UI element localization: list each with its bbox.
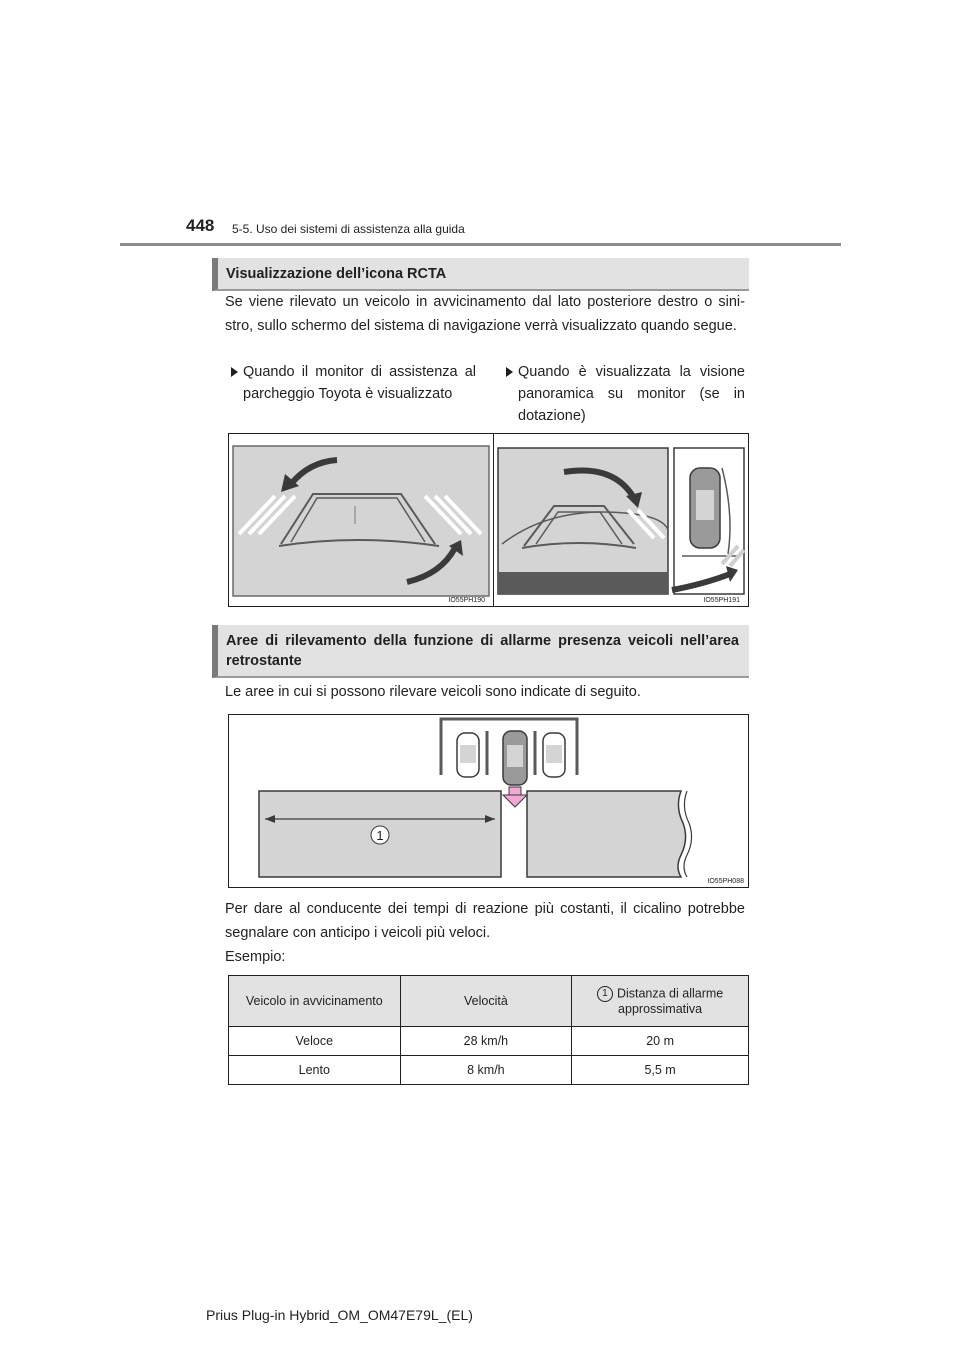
- table-cell: 20 m: [572, 1027, 749, 1056]
- table-row: [229, 1056, 749, 1085]
- rcta-heading: Visualizzazione dell’icona RCTA: [212, 258, 749, 291]
- bullet-left-text: Quando il monitor di assistenza al parcheggio Toyota è visualizzato: [243, 364, 476, 402]
- rcta-intro: Se viene rilevato un veicolo in avvicinamento dal lato posteriore destro o sini-stro, sullo schermo del sistema di navigazione verrà visualizzato quando segue.: [225, 294, 745, 334]
- figure-parking-assist: [228, 433, 494, 607]
- bullet-triangle-icon: [231, 367, 238, 377]
- header-rule: [120, 243, 841, 246]
- bullet-right-text: Quando è visualizzata la visione panoramica su monitor (se in dotazione): [518, 364, 745, 424]
- table-header-cell: [572, 976, 749, 1027]
- table-header-label: Distanza di allarme approssimativa: [616, 986, 724, 1016]
- table-cell: 28 km/h: [400, 1027, 572, 1056]
- panoramic-view-screen-illustration: [494, 434, 748, 606]
- parking-assist-screen-illustration: [229, 434, 493, 606]
- detection-note: Per dare al conducente dei tempi di reazione più costanti, il cicalino potrebbe segnalare con anticipo i veicoli più veloci.: [225, 901, 745, 941]
- figure-panoramic-view: [493, 433, 749, 607]
- table-header-cell: Veicolo in avvicinamento: [229, 976, 401, 1027]
- table-cell: Veloce: [229, 1027, 401, 1056]
- section-title: 5-5. Uso dei sistemi di assistenza alla guida: [232, 222, 465, 236]
- detection-areas-illustration: [229, 715, 748, 887]
- table-header-row: [229, 976, 749, 1027]
- figure-code-detection: IO55PH088: [707, 878, 744, 885]
- bullet-triangle-icon: [506, 367, 513, 377]
- figure-code-right: IO55PH191: [703, 597, 740, 604]
- page-number: 448: [186, 216, 215, 235]
- example-label: Esempio:: [225, 949, 286, 965]
- detection-intro: Le aree in cui si possono rilevare veicoli sono indicate di seguito.: [225, 684, 641, 700]
- distance-table: [228, 975, 749, 1085]
- table-cell: 5,5 m: [572, 1056, 749, 1085]
- figure-code-left: IO55PH190: [448, 597, 485, 604]
- figure-detection-areas: [228, 714, 749, 888]
- bullet-right: [518, 361, 745, 427]
- table-cell: Lento: [229, 1056, 401, 1085]
- table-row: [229, 1027, 749, 1056]
- callout-1-icon: 1: [597, 986, 613, 1002]
- bullet-left: [243, 361, 476, 405]
- callout-1: 1: [376, 828, 384, 843]
- table-cell: 8 km/h: [400, 1056, 572, 1085]
- table-header-cell: Velocità: [400, 976, 572, 1027]
- detection-heading: Aree di rilevamento della funzione di allarme presenza veicoli nell’area retrostante: [212, 625, 749, 678]
- footer-doc-id: Prius Plug-in Hybrid_OM_OM47E79L_(EL): [206, 1307, 473, 1323]
